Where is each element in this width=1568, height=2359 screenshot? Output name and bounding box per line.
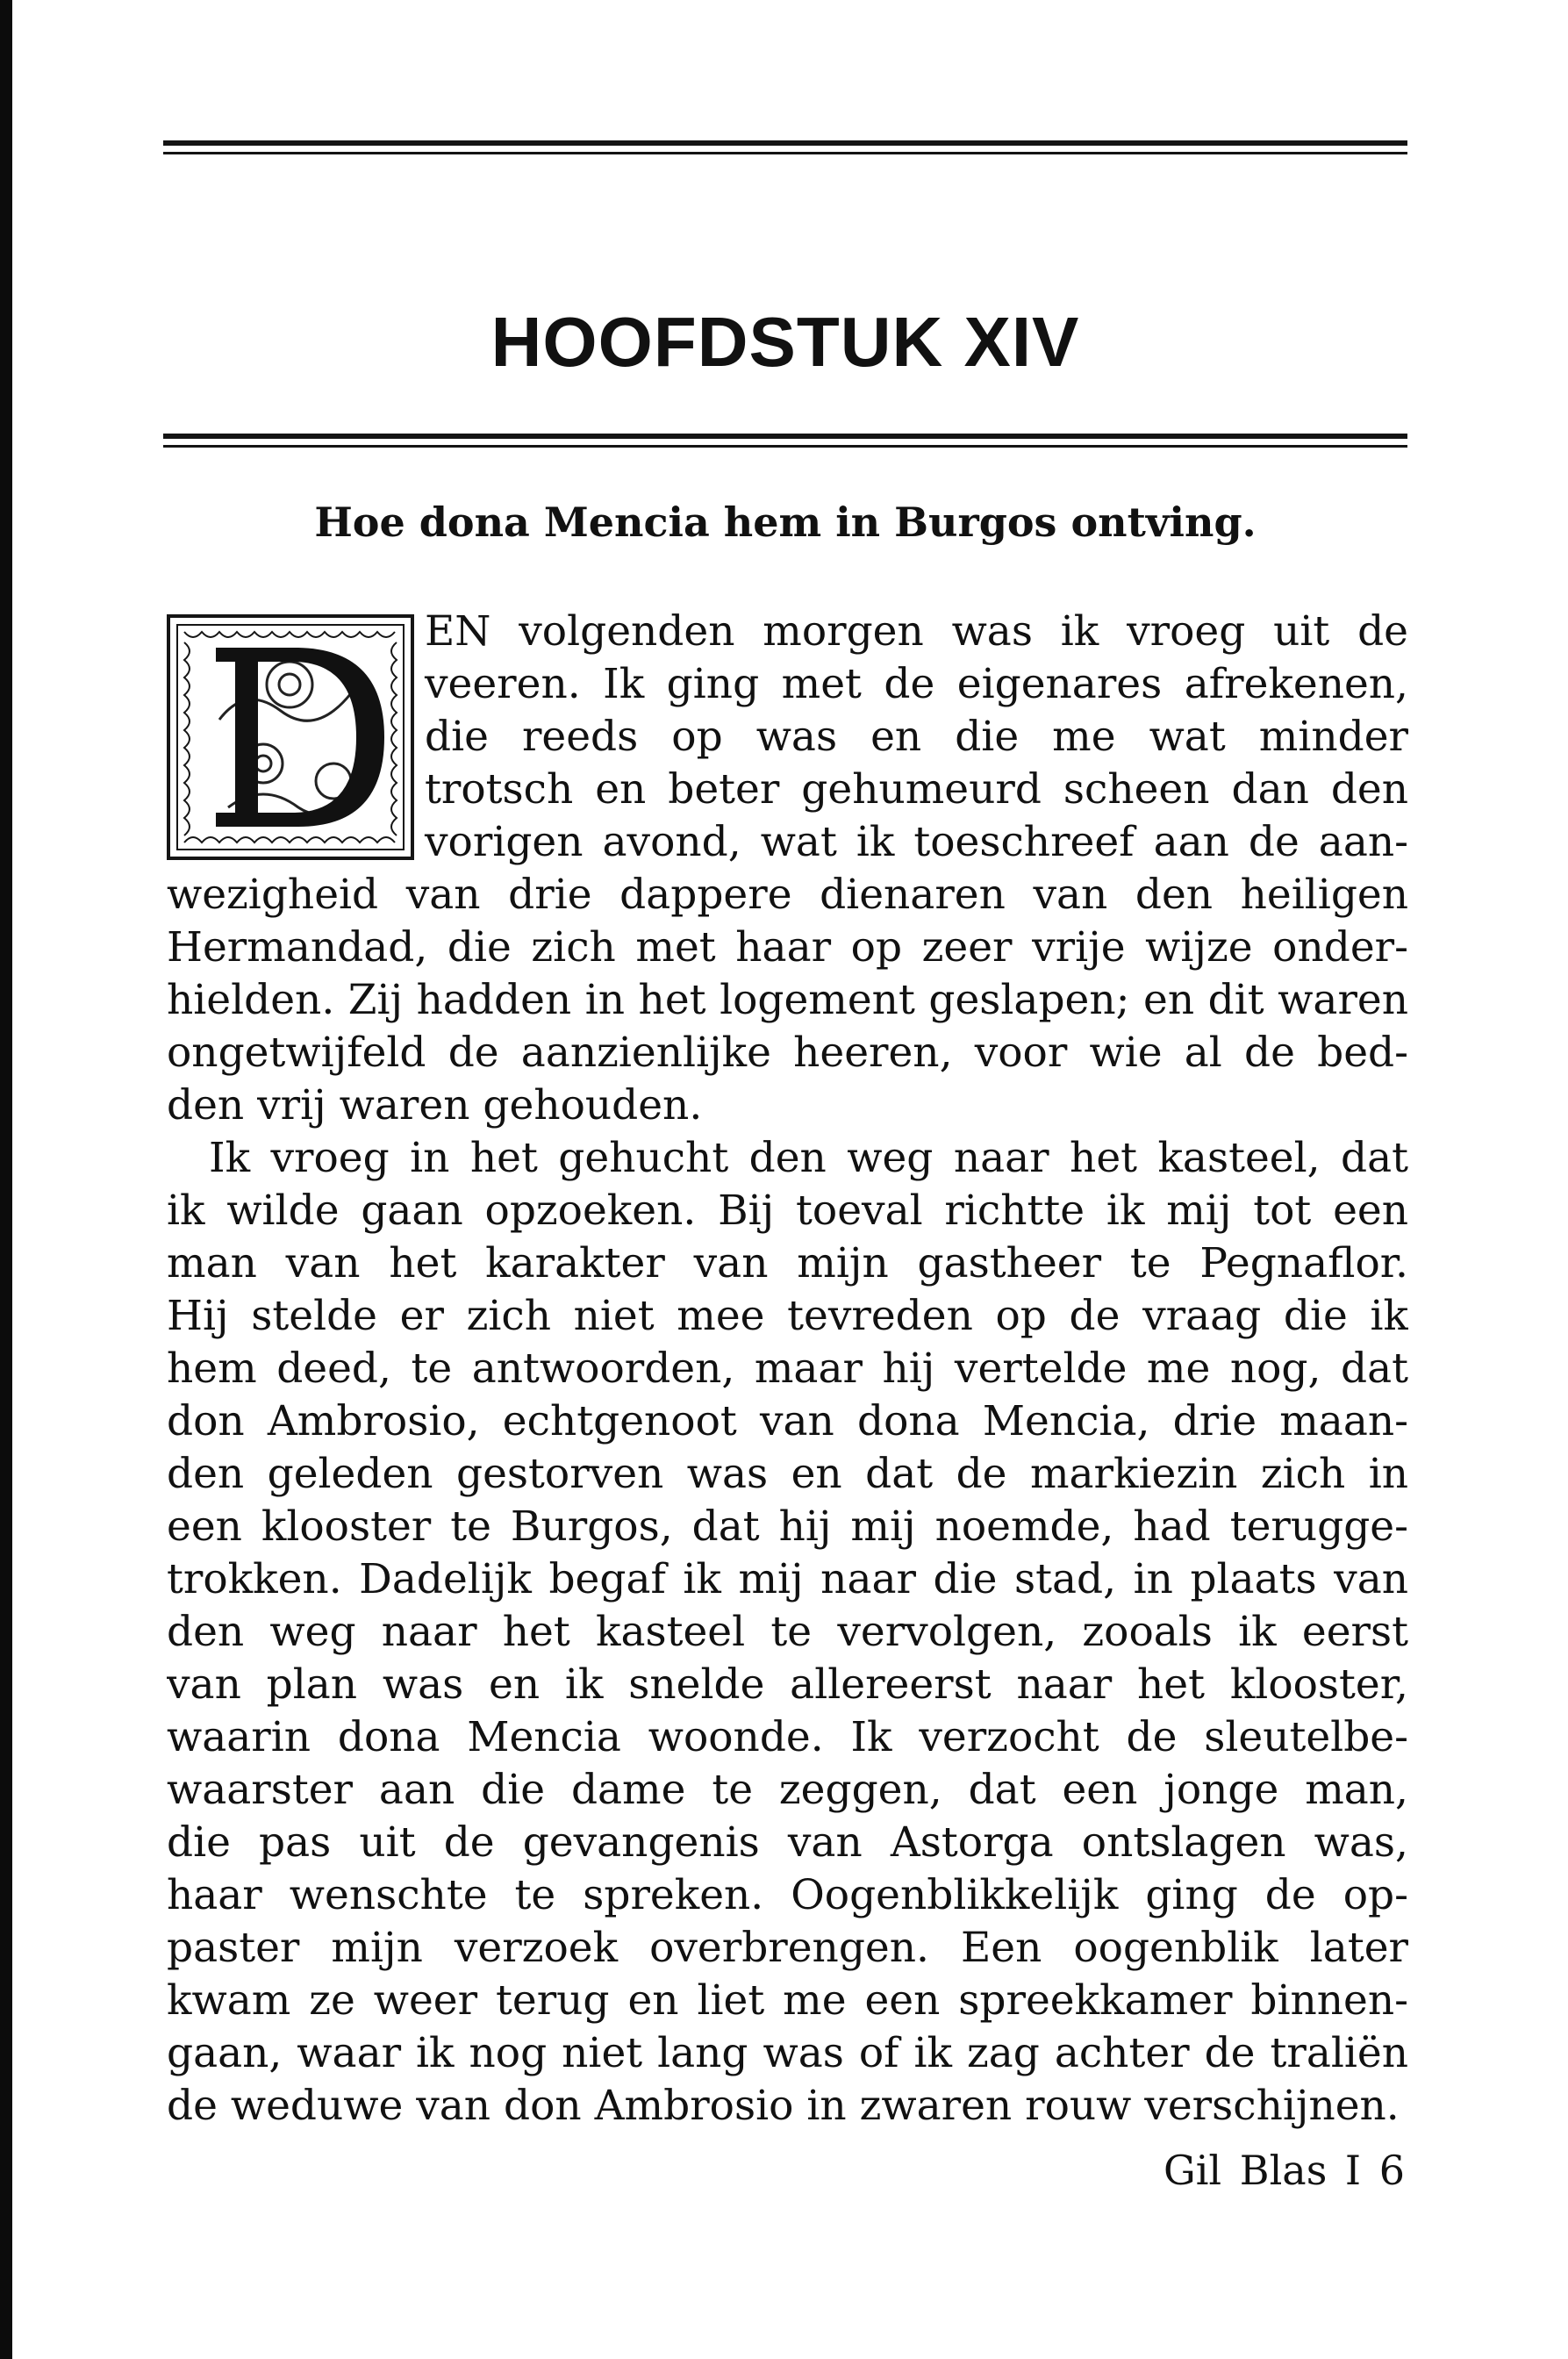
text-line: wezigheid van drie dappere dienaren van den heiligen <box>167 871 1408 919</box>
text-line: de weduwe van don Ambrosio in zwaren rouw verschijnen. <box>167 2082 1400 2130</box>
text-line: hem deed, te antwoorden, maar hij vertelde me nog, dat <box>167 1344 1408 1393</box>
text-line: Hij stelde er zich niet mee tevreden op de vraag die ik <box>167 1292 1408 1340</box>
bottom-double-rule <box>163 434 1407 448</box>
text-line: paster mijn verzoek overbrengen. Een oogenblik later <box>167 1924 1408 1972</box>
text-line: die pas uit de gevangenis van Astorga ontslagen was, <box>167 1818 1408 1867</box>
text-line: een klooster te Burgos, dat hij mij noemde, had terugge- <box>167 1502 1408 1551</box>
text-line: EN volgenden morgen was ik vroeg uit de <box>425 607 1408 656</box>
text-line: trotsch en beter gehumeurd scheen dan den <box>425 765 1408 814</box>
chapter-title: HOOFDSTUK XIV <box>490 302 1080 381</box>
text-line: van plan was en ik snelde allereerst naar het klooster, <box>167 1660 1408 1709</box>
text-line: waarster aan die dame te zeggen, dat een jonge man, <box>167 1766 1408 1814</box>
text-line: den vrij waren gehouden. <box>167 1081 703 1129</box>
text-line: waarin dona Mencia woonde. Ik verzocht de sleutelbe- <box>167 1713 1408 1761</box>
text-line: Ik vroeg in het gehucht den weg naar het kasteel, dat <box>209 1134 1408 1182</box>
top-double-rule <box>163 140 1407 154</box>
text-line: veeren. Ik ging met de eigenares afrekenen, <box>425 660 1408 708</box>
chapter-body <box>167 606 1408 2133</box>
chapter-subtitle: Hoe dona Mencia hem in Burgos ontving. <box>314 498 1257 546</box>
text-line: gaan, waar ik nog niet lang was of ik zag achter de traliën <box>167 2029 1408 2077</box>
paragraph-2 <box>167 1132 1408 2133</box>
text-line: vorigen avond, wat ik toeschreef aan de aan- <box>425 818 1408 866</box>
text-line: den geleden gestorven was en dat de markiezin zich in <box>167 1450 1408 1498</box>
text-line: die reeds op was en die me wat minder <box>425 713 1408 761</box>
signature-mark: Gil Blas I 6 <box>1163 2147 1405 2194</box>
paragraph-1 <box>167 606 1408 1132</box>
text-line: kwam ze weer terug en liet me een spreekkamer binnen- <box>167 1976 1408 2025</box>
text-line: ongetwijfeld de aanzienlijke heeren, voor wie al de bed- <box>167 1029 1408 1077</box>
page-binding-edge <box>0 0 12 2359</box>
text-line: man van het karakter van mijn gastheer te Pegnaflor. <box>167 1239 1408 1287</box>
text-line: Hermandad, die zich met haar op zeer vrije wijze onder- <box>167 923 1408 972</box>
text-line: ik wilde gaan opzoeken. Bij toeval richtte ik mij tot een <box>167 1187 1408 1235</box>
text-line: hielden. Zij hadden in het logement geslapen; en dit waren <box>167 976 1408 1024</box>
text-line: don Ambrosio, echtgenoot van dona Mencia, drie maan- <box>167 1397 1408 1445</box>
text-line: haar wenschte te spreken. Oogenblikkelijk ging de op- <box>167 1871 1408 1919</box>
text-line: trokken. Dadelijk begaf ik mij naar die stad, in plaats van <box>167 1555 1408 1603</box>
text-line: den weg naar het kasteel te vervolgen, zooals ik eerst <box>167 1608 1408 1656</box>
